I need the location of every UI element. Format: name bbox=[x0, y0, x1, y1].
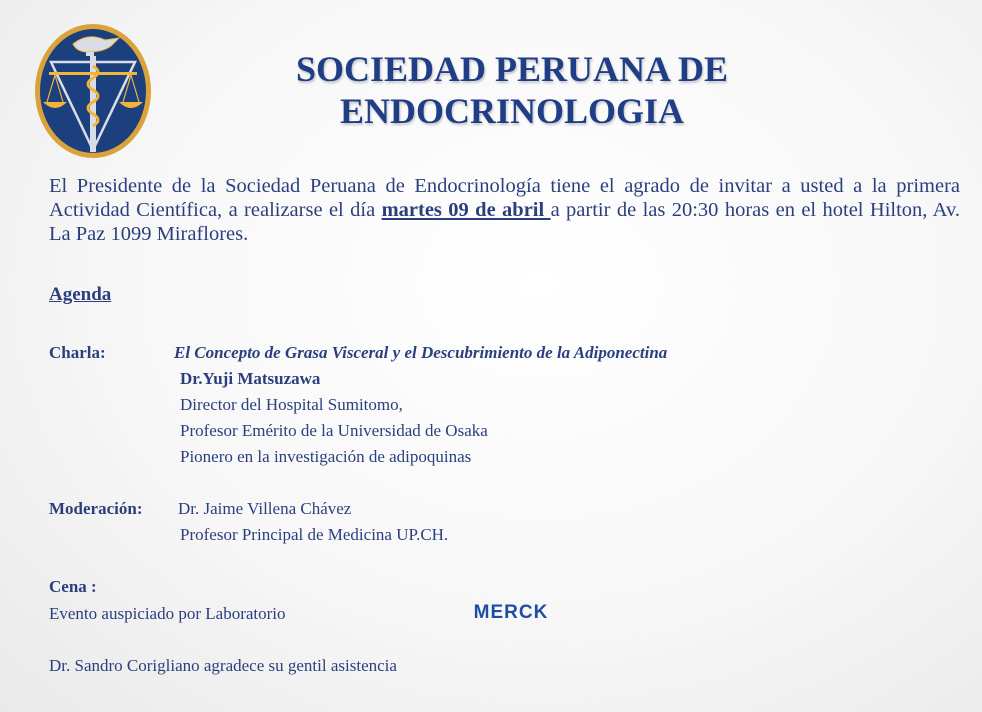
speaker-detail: Director del Hospital Sumitomo, bbox=[180, 395, 403, 414]
event-date: martes 09 de abril bbox=[381, 199, 551, 221]
merck-logo bbox=[462, 601, 560, 621]
title-line-1: SOCIEDAD PERUANA DE bbox=[295, 49, 729, 89]
moderator-name: Dr. Jaime Villena Chávez bbox=[178, 499, 352, 518]
speaker-detail: Profesor Emérito de la Universidad de Osaka bbox=[180, 421, 488, 440]
merck-logo-text: MERCK bbox=[473, 602, 549, 621]
society-logo bbox=[33, 22, 153, 160]
closing-text: Dr. Sandro Corigliano agradece su gentil asistencia bbox=[49, 656, 397, 675]
page-title bbox=[200, 48, 824, 132]
moderacion-row bbox=[49, 498, 142, 520]
talk-title-row bbox=[174, 342, 667, 364]
cena-label: Cena : bbox=[49, 577, 97, 596]
intro-text-after: a partir de las 20:30 horas en el hotel Hilton, Av. La Paz 1099 Miraflores. bbox=[49, 199, 960, 245]
charla-row bbox=[49, 342, 106, 364]
invitation-paragraph bbox=[49, 174, 960, 246]
speaker-name: Dr.Yuji Matsuzawa bbox=[180, 369, 321, 388]
cena-row bbox=[49, 576, 97, 598]
society-emblem-icon bbox=[33, 22, 153, 160]
moderacion-label: Moderación: bbox=[49, 499, 143, 518]
talk-title: El Concepto de Grasa Visceral y el Descubrimiento de la Adiponectina bbox=[174, 343, 668, 362]
title-line-2: ENDOCRINOLOGIA bbox=[339, 91, 685, 131]
speaker-detail: Pionero en la investigación de adipoquinas bbox=[180, 447, 472, 466]
moderator-title: Profesor Principal de Medicina UP.CH. bbox=[180, 525, 449, 544]
agenda-heading: Agenda bbox=[49, 284, 112, 305]
intro-text-before: El Presidente de la Sociedad Peruana de Endocrinología tiene el agrado de invitar a usted a la primera Actividad Científica, a realizarse el día bbox=[49, 175, 960, 221]
merck-logo-icon bbox=[462, 601, 560, 621]
speaker-row bbox=[180, 368, 320, 390]
charla-label: Charla: bbox=[49, 343, 106, 362]
sponsor-text: Evento auspiciado por Laboratorio bbox=[49, 604, 286, 623]
